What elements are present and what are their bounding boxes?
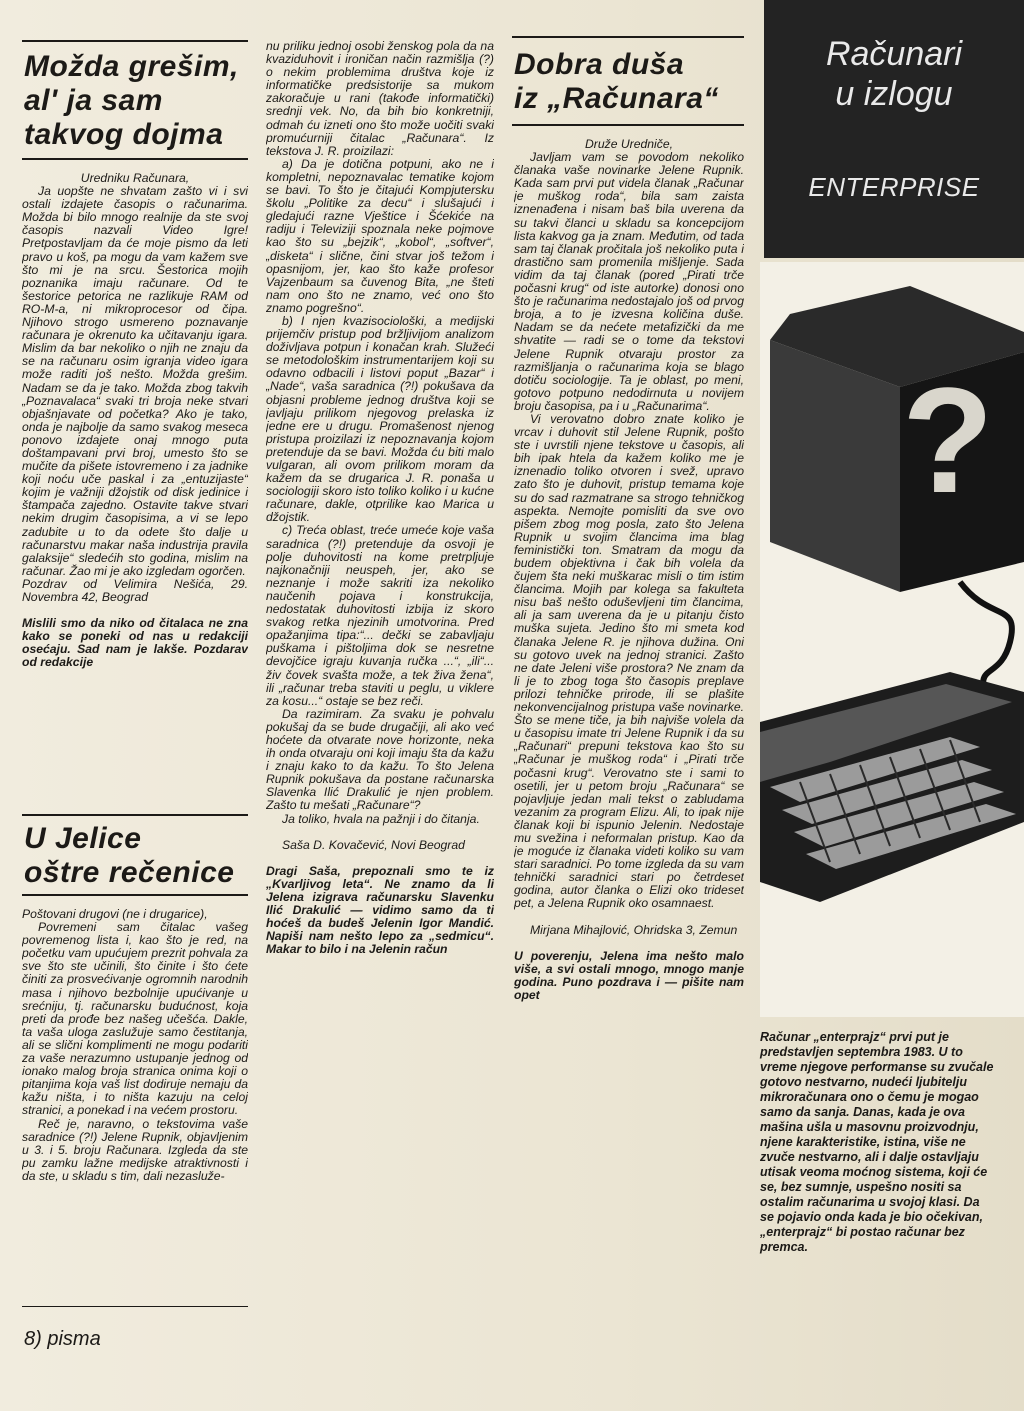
photo-caption: Računar „enterprajz“ prvi put je predstavljen septembra 1983. U to vreme njegove performanse su zvučale gotovo nestvarno, nudeći ljubitelju mikroračunara ono o čemu je mogao samo da sanja. Danas, kada je ova mašina ušla u masovnu proizvodnju, njene karakteristike, istina, više ne zvuče nestvarno, ali i dalje ostavljaju utisak veoma moćnog sistema, koji će se, bez sumnje, uspešno nositi sa ostalim računarima u svojoj klasi. Da se pojavio onda kada je bio očekivan, „enterprajz“ bi postao računar bez premca.: [760, 1030, 994, 1254]
letter-body: Vi verovatno dobro znate koliko je vrcav i duhovit stil Jelene Rupnik, pošto ste i uvrstili njene tekstove u časopis, ali bih ipak htela da kažem koliko me je iznenadio toliko otvoren i svež, upravo zato što je duhovit, pristup temama koje su do sad razmatrane sa strogo tehničkog aspekta. Nemojte pomisliti da sve ovo pišem zbog mog posla, zato što Jelena Rupnik u svojim člancima ima blag feministički ton. Smatram da mogu da budem objektivna i čak bih volela da čujem šta neki muškarac misli o tim istim člancima. Mojih par kolega sa fakulteta nisu baš nešto oduševljeni tim člancima, ali ja sam uverena da je u pitanju čisto muška sujeta. Jedino što mi smeta kod članaka Jelene R. je njihova dužina. Oni su gotovo uvek na jednoj stranici. Zašto ne date Jeleni više prostora? Ne znam da li je to zbog toga što časopis preplave prilozi tehničke prirode, ili se plašite nekonvencijalnog pristupa vaše novinarke. Što se mene tiče, ja bih najviše volela da u časopisu imate tri Jelene Rupnik i da su „Računari“ prepuni tekstova kao što su „Računar je muškog roda“ i „Pirati trče počasni krug“. Verovatno ste i sami to osetili, jer u petom broju „Računara“ se pojavljuje jedan mali tekst o zabludama vezanim za program Elizu. Ali, to ipak nije članak koji bi ispunio Jelenin. Nedostaje mu svežina i neformalan pristup. Kao da je moguće iz članaka videti koliko su vam stari saradnici. Po tome izgleda da su vam tehnički saradnici stari po četrdeset godina, autor članka o Elizi oko trideset pet, a Jelena Rupnik oko osamnaest.: [514, 411, 744, 911]
letter-body: Reč je, naravno, o tekstovima vaše saradnice (?!) Jelene Rupnik, objavljenim u 3. i 5. broju Računara. Izgleda da ste pu zamku lažne medijske atraktivnosti i da ste, u skladu s tim, dali nezasluže-: [22, 1116, 248, 1183]
column-rule: [512, 36, 744, 38]
letter-salutation: Uredniku Računara,: [80, 172, 190, 185]
letter-salutation: Druže Uredniče,: [584, 138, 674, 151]
editor-reply: Mislili smo da niko od čitalaca ne zna kako se poneki od nas u redakciji osećaju. Sad nam je lakše. Pozdarav od redakcije: [22, 616, 248, 670]
letter-body: a) Da je dotična potpuni, ako ne i kompletni, nepoznavalac tematike kojom se bavi. To što je čitajući Kompjutersku školu „Politike za decu“ i slušajući i gledajući razne Vještice i Šćekiće na radiju i Televiziji spoznala neke pojmove kao što su „bejzik“, „kobol“, „softver“, „disketa“ i slične, čini stvar još težom i opasnijom, jer, kao što kaže profesor Vajzenbaum sa čuvenog Bita, „ne šteti nam ono što ne znamo, već ono što znamo pogrešno“.: [266, 156, 494, 315]
headline-line: al' ja sam: [24, 84, 163, 117]
question-mark: ?: [902, 356, 994, 524]
letter-signature: Pozdrav od Velimira Nešića, 29. Novembra 42, Beograd: [22, 576, 248, 604]
editor-reply: Dragi Saša, prepoznali smo te iz „Kvarljivog leta“. Ne znamo da li Jelena izigrava računarsku Slavenku Ilić Drakulić — vidimo samo da ti hoćeš da budeš Jelenin Igor Mandić. Napiši nam nešto lepo za „sedmicu“. Makar to bilo i na Jelenin račun: [266, 863, 494, 957]
letter-body: Da razimiram. Za svaku je pohvalu pokušaj da se bude drugačiji, ali ako već hoćete da otvarate nove horizonte, neka ih onda otvaraju oni koji imaju šta da kažu i znaju kako to da kažu. To što Jelena Rupnik pokušava da postane računarska Slavenka Ilić Drakulić je njen problem. Zašto tu mešati „Računare“?: [266, 706, 494, 813]
letter3-text: [514, 138, 744, 1228]
letter-body: Ja toliko, hvala na pažnji i do čitanja.: [282, 811, 480, 826]
headline-line: takvog dojma: [24, 118, 224, 151]
sidebar-title: [764, 34, 1024, 114]
column-rule: [22, 894, 248, 896]
headline-letter3: [514, 48, 750, 116]
headline-line: iz „Računara“: [514, 82, 719, 115]
computer-illustration: [760, 262, 1024, 1017]
letter-salutation: Poštovani drugovi (ne i drugarice),: [22, 908, 208, 921]
letter-body: nu priliku jednoj osobi ženskog pola da na kvaziduhovit i ironičan način razmišlja (?) o nekim problemima društva koje iz informatičke predsistorije sa mukom zakoračuje u rani (takođe informatički) srednji vek. No, da bih bio konkretniji, odmah ću izneti ono što može uočiti svaki promućurniji čitalac „Računara“. Iz tekstova J. R. proizilazi:: [266, 40, 494, 158]
headline-line: oštre rečenice: [24, 856, 235, 889]
letter-signature: Mirjana Mihajlović, Ohridska 3, Zemun: [530, 922, 738, 937]
letter-body: b) I njen kvazisociološki, a medijski prijemčiv pristup pod bržljivijom analizom doživljava potpun i konačan krah. Služeći se metodološkim instrumentarijem koji su odavno odbacili i listovi poput „Bazar“ i „Nade“, vaša saradnica (?!) pokušava da objasni probleme jednog društva koji se javljaju prilikom njegovog prelaska iz jedne ere u drugu. Promašenost njenog pristupa proizilazi iz nepoznavanja kojom pretenduje da se bavi. Možda ću biti malo vulgaran, ali ovom prilikom moram da kažem da se drugarica J. R. ponaša u sociologiji skoro isto toliko koliko i u kućne računare, dakle, otprilike kao Marica u džojstik.: [266, 313, 494, 525]
letter-body: c) Treća oblast, treće umeće koje vaša saradnica (?!) pretenduje da osvoji je polje duhovitosti na kome pretrpljuje najkonačniji neuspeh, jer, ako se neznanje i može sakriti iza nekoliko naučenih pojava i konstrukcija, nedostatak duhovitosti izbija iz skoro svakog retka njezinih umotvorina. Pred opažanjima tipa:“... dečki se zabavljaju puškama i pištoljima dok se nesretne devojčice igraju kuvanja ručka ...“, „ili“... živ čovek svašta može, a tek živa žena“, ili „računar treba staviti u peglu, u viklere za kosu...“ ostaje se bez reči.: [266, 523, 494, 708]
sidebar-title-line: Računari: [825, 35, 963, 73]
column-rule: [22, 158, 248, 160]
column-rule: [22, 1306, 248, 1307]
headline-line: Dobra duša: [514, 48, 685, 81]
column-rule: [22, 40, 248, 42]
headline-line: Možda grešim,: [24, 50, 239, 83]
letter-body: Javljam vam se povodom nekoliko članaka vaše novinarke Jelene Rupnik. Kada sam prvi put videla članak „Računar je muškog roda“, bila sam zaista iznenađena i nisam baš bila uverena da su takvi članci u skladu sa koncepcijom lista kakvog ga ja znam. Međutim, od tada sam taj članak pročitala još nekoliko puta i drastično sam promenila mišljenje. Sada vidim da taj članak (pored „Pirati trče počasni krug“ od iste autorke) donosi ono što je računarima nedostajalo još od prvog broja, a to je izvesna količina duše. Nadam se da nećete metafizički da me shvatite — radi se o tome da tekstovi Jelene Rupnik otvaraju prostor za razmišljanja o računarima koja se blago dotiču sociologije. Ta je oblast, po meni, gotovo potpuno nedodirnuta u novijem broju časopisa, pa i u „Računarima“.: [514, 150, 744, 413]
letter-body: Ja uopšte ne shvatam zašto vi i svi ostali izdajete časopis o računarima. Možda bi bilo mnogo realnije da ste svoj časopis nazvali Video Igre! Pretpostavljam da će moje pismo da leti pravo u koš, pa mogu da vam kažem sve što mi je na srcu. Šestorica mojih poznanika imaju računare. Od te šestorice petorica ne razlikuje RAM od RO-M-a, ni mikroprocesor od čipa. Njihovo strogo usmereno poznavanje računara je okrenuto ka učitavanju igara. Mislim da bar nekoliko o njih ne znaju da se na računaru osim igranja video igara može raditi još nešto. Možda grešim. Nadam se da je tako. Možda zbog takvih „Poznavalaca“ svaki tri broja neke stvari objašnjavate od početka? Ako je tako, onda je najbolje da samo svakog meseca ponovo izdajete onaj mnogo puta doštampavani prvi broj, umesto što se mučite da pišete istovremeno i za jadnike koji noću uče paskal i za „entuzijaste“ kojim je važniji džojstik od disk jedinice i štampača zajedno. Ostavite takve stvari nekim drugim časopisima, a vi se lepo zadubite u to da odete što dalje u računarstvu makar naša industrija pravila galaksije“ sledećih sto godina, mislim na računar. Žao mi je ako izgledam ogorčen.: [22, 184, 248, 578]
letter1-text: [22, 172, 248, 792]
headline-letter2: [24, 822, 254, 890]
letter-signature: Saša D. Kovačević, Novi Beograd: [282, 837, 465, 852]
headline-line: U Jelice: [24, 822, 142, 855]
column-rule: [512, 124, 744, 126]
editor-reply: U poverenju, Jelena ima nešto malo više, a svi ostali mnogo, mnogo manje godina. Puno pozdrava i — pišite nam opet: [514, 948, 744, 1002]
column-rule: [22, 814, 248, 816]
letter2-text-col2: [266, 40, 494, 1240]
computer-photo: [760, 262, 1024, 1017]
headline-letter1: [24, 50, 254, 152]
letter-body: Povremeni sam čitalac vašeg povremenog lista i, kao što je red, na početku vam upućujem prezrit pohvala za sve što ste učinili, što činite i što ćete činiti za prosvećivanje ogromnih narodnih masa i njihovo bezbolnije upućivanje u srećniju, tj. računarsku budućnost, koja preti da prođe bez našeg učešća. Dakle, ta vaša uloga zaslužuje samo čestitanja, ali se slični komplimenti ne mogu podariti za vaše nerazumno ustupanje jednog od ionako malog broja stranica onima koji o pitanjima koja vaš list dodiruje nemaju da kažu ništa, i to ništa kazuju na celoj stranici, a ponekad i na većem prostoru.: [22, 920, 248, 1118]
sidebar-title-line: u izlogu: [835, 75, 953, 113]
letter2-text-col1: [22, 908, 248, 1308]
page-folio: 8) pisma: [24, 1328, 101, 1350]
sidebar-subtitle: ENTERPRISE: [808, 172, 980, 202]
